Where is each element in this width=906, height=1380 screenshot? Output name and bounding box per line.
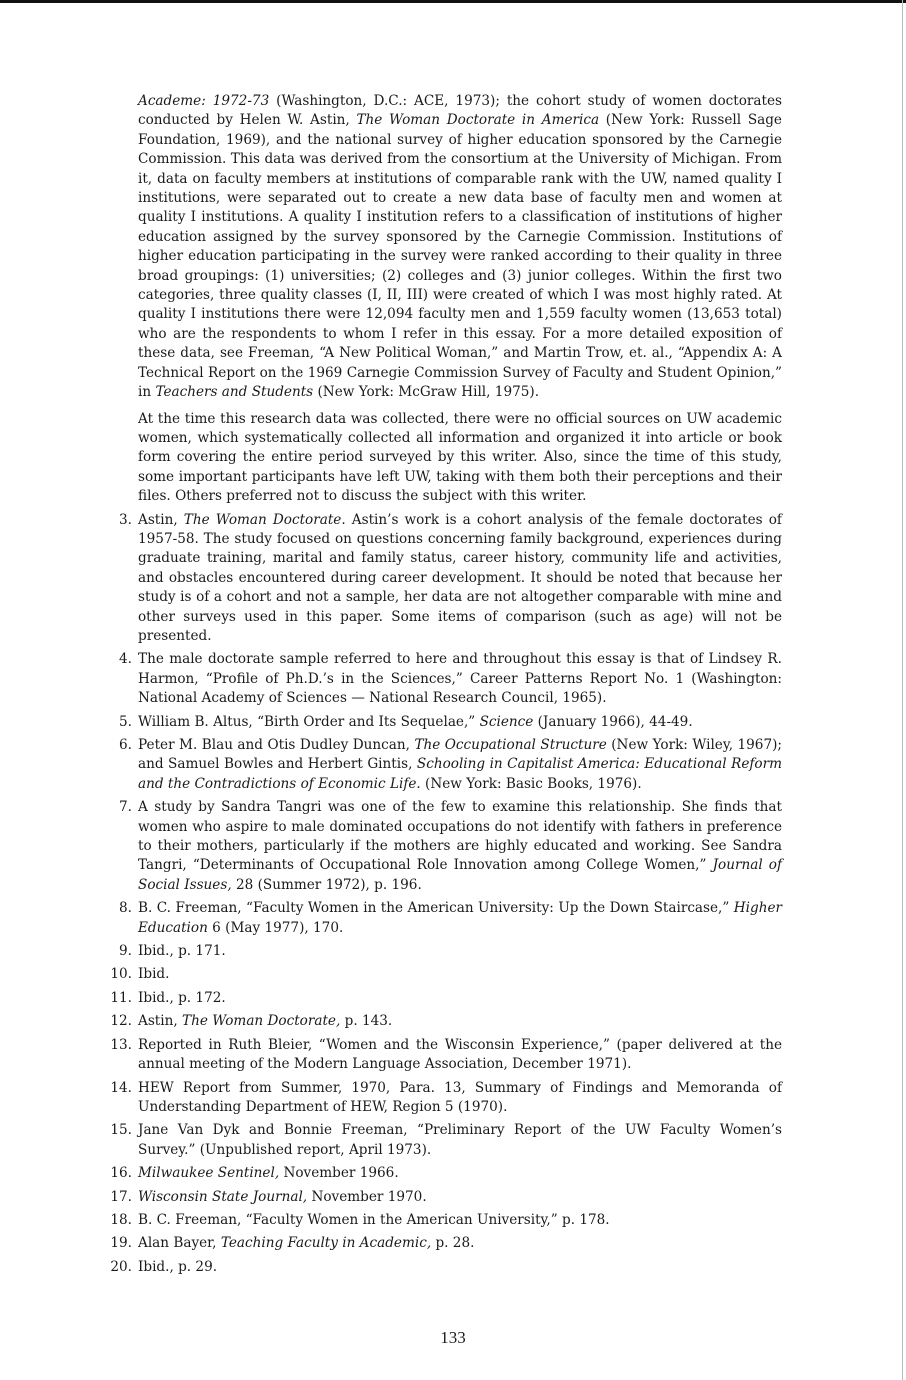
text-run: B. C. Freeman, “Faculty Women in the American University: Up the Down Staircase,”	[138, 900, 734, 917]
footnote	[110, 1188, 782, 1207]
text-run: (January 1966), 44-49.	[533, 713, 693, 730]
footnote-text	[138, 1234, 782, 1253]
footnote	[110, 1079, 782, 1118]
footnote-number: 8.	[119, 900, 132, 917]
footnote-number: 12.	[110, 1013, 132, 1030]
text-run: A study by Sandra Tangri was one of the few to examine this relationship. She finds that women who aspire to male dominated occupations do not identify with fathers in preference to their mothers, particularly if the mothers are highly educated and working. See Sandra Tangri, “Determinants of Occupational Role Innovation among College Women,”	[138, 799, 782, 874]
footnote-number: 15.	[110, 1122, 132, 1139]
italic-title: Milwaukee Sentinel,	[138, 1165, 280, 1182]
footnote-list	[110, 511, 782, 1278]
footnote-text	[138, 1012, 782, 1031]
text-run: p. 143.	[340, 1013, 393, 1030]
text-run: (Washington, D.C.: ACE, 1973); the cohort study of women doctorates conducted by Helen W. Astin,	[138, 93, 782, 129]
footnote-number: 20.	[110, 1258, 132, 1275]
footnote-number: 18.	[110, 1211, 132, 1228]
italic-title: Science	[479, 713, 534, 730]
continued-paragraph-2	[138, 410, 782, 507]
footnote	[110, 736, 782, 794]
footnote	[110, 899, 782, 938]
footnote-text	[138, 899, 782, 938]
footnotes-body	[110, 92, 782, 1277]
footnote	[110, 942, 782, 961]
text-run: Ibid.	[138, 966, 170, 983]
italic-title: The Woman Doctorate.	[183, 511, 346, 528]
footnote	[110, 1234, 782, 1253]
text-run: At the time this research data was collected, there were no official sources on UW academic women, which systematically collected all information and organized it into article or book form covering the entire period surveyed by this writer. Also, since the time of this study, some important participants have left UW, taking with them both their perceptions and their files. Others preferred not to discuss the subject with this writer.	[138, 410, 782, 505]
italic-title: Wisconsin State Journal,	[138, 1188, 308, 1205]
italic-title: The Occupational Structure	[414, 737, 607, 753]
text-run: p. 28.	[431, 1235, 475, 1252]
footnote	[110, 511, 782, 647]
text-run: (New York: Basic Books, 1976).	[420, 775, 642, 792]
text-run: Ibid., p. 172.	[138, 989, 226, 1006]
text-run: Astin’s work is a cohort analysis of the female doctorates of 1957-58. The study focused on questions concerning family background, experiences during graduate training, marital and family status, career history, community life and activities, and obstacles encountered during career development. It should be noted that because her study is of a cohort and not a sample, her data are not altogether comparable with mine and other surveys used in this paper. Some items of comparison (such as age) will not be presented.	[138, 511, 782, 644]
text-run: Astin,	[138, 1013, 183, 1030]
continued-footnote	[110, 92, 782, 507]
footnote-number: 6.	[119, 737, 132, 753]
text-run: 28 (Summer 1972), p. 196.	[231, 876, 422, 893]
footnote	[110, 1211, 782, 1230]
text-run: (New York: Wiley, 1967); and Samuel Bowles and Herbert Gintis,	[138, 737, 782, 773]
footnote-number: 14.	[110, 1079, 132, 1096]
page-number: 133	[440, 1328, 466, 1347]
footnote-text	[138, 1258, 782, 1277]
italic-title: Teachers and Students	[155, 384, 314, 401]
footnote	[110, 1012, 782, 1031]
footnote-text	[138, 1121, 782, 1160]
text-run: (New York: Russell Sage Foundation, 1969), and the national survey of higher education sponsored by the Carnegie Commission. This data was derived from the consortium at the University of Michigan. From it, data on faculty members at institutions of comparable rank with the UW, named quality I institutions, were separated out to create a new data base of faculty men and women at quality I institutions. A quality I institution refers to a classification of institutions of higher education assigned by the survey sponsored by the Carnegie Commission. Institutions of higher education participating in the survey were ranked according to their quality in three broad groupings: (1) universities; (2) colleges and (3) junior colleges. Within the first two categories, three quality classes (I, II, III) were created of which I was most highly rated. At quality I institutions there were 12,094 faculty men and 1,559 faculty women (13,653 total) who are the respondents to whom I refer in this essay. For a more detailed exposition of these data, see Freeman, “A New Political Woman,” and Martin Trow, et. al., “Appendix A: A Technical Report on the 1969 Carnegie Commission Survey of Faculty and Student Opinion,” in	[138, 112, 782, 401]
footnote-text	[138, 798, 782, 895]
footnote-number: 3.	[119, 511, 132, 528]
footnote	[110, 965, 782, 984]
italic-title: Schooling in Capitalist America: Educational Reform and the Contradictions of Economic Life.	[138, 756, 782, 792]
footnote	[110, 1258, 782, 1277]
footnote-text	[138, 1211, 782, 1230]
footnote-number: 4.	[119, 651, 132, 668]
footnote-text	[138, 650, 782, 708]
footnote-number: 13.	[110, 1036, 132, 1053]
footnote-text	[138, 942, 782, 961]
text-run: HEW Report from Summer, 1970, Para. 13, Summary of Findings and Memoranda of Understanding Department of HEW, Region 5 (1970).	[138, 1079, 782, 1115]
footnote	[110, 1121, 782, 1160]
text-run: Peter M. Blau and Otis Dudley Duncan,	[138, 737, 415, 753]
footnote-number: 7.	[119, 799, 132, 816]
footnote-number: 19.	[110, 1235, 132, 1252]
footnote	[110, 989, 782, 1008]
footnote-text	[138, 1164, 782, 1183]
footnote	[110, 1036, 782, 1075]
text-run: Ibid., p. 29.	[138, 1258, 218, 1275]
text-run: B. C. Freeman, “Faculty Women in the American University,” p. 178.	[138, 1211, 610, 1228]
italic-title: The Woman Doctorate in America	[356, 112, 600, 129]
footnote-text	[138, 736, 782, 794]
text-run: Ibid., p. 171.	[138, 943, 226, 960]
footnote-text	[138, 1188, 782, 1207]
text-run: (New York: McGraw Hill, 1975).	[313, 384, 540, 401]
footnote-number: 5.	[119, 713, 132, 730]
continued-paragraph-1	[138, 92, 782, 403]
text-run: November 1966.	[279, 1165, 399, 1182]
right-page-edge	[902, 0, 903, 1380]
footnote-text	[138, 989, 782, 1008]
footnote-number: 10.	[110, 966, 132, 983]
footnote	[110, 798, 782, 895]
text-run: Astin,	[138, 511, 184, 528]
footnote-text	[138, 1079, 782, 1118]
footnote-number: 9.	[119, 943, 132, 960]
footnote	[110, 650, 782, 708]
footnote-number: 16.	[110, 1165, 132, 1182]
text-run: 6 (May 1977), 170.	[207, 919, 344, 936]
footnote-text	[138, 1036, 782, 1075]
footnote-number: 17.	[110, 1188, 132, 1205]
italic-title: Journal of Social Issues,	[138, 857, 782, 893]
footnote-text	[138, 511, 782, 647]
text-run: November 1970.	[307, 1188, 427, 1205]
footnote	[110, 1164, 782, 1183]
footnote-text	[138, 713, 782, 732]
text-run: Reported in Ruth Bleier, “Women and the Wisconsin Experience,” (paper delivered at the annual meeting of the Modern Language Association, December 1971).	[138, 1036, 782, 1073]
text-run: The male doctorate sample referred to here and throughout this essay is that of Lindsey R. Harmon, “Profile of Ph.D.’s in the Sciences,” Career Patterns Report No. 1 (Washington: National Academy of Sciences — National Research Council, 1965).	[138, 651, 782, 707]
footnote-text	[138, 965, 782, 984]
text-run: William B. Altus, “Birth Order and Its Sequelae,”	[138, 713, 480, 730]
italic-title: Higher Education	[138, 900, 782, 936]
italic-title: Academe: 1972-73	[138, 93, 270, 109]
footnote-number: 11.	[110, 989, 132, 1006]
footnote	[110, 713, 782, 732]
italic-title: Teaching Faculty in Academic,	[220, 1235, 432, 1252]
text-run: Jane Van Dyk and Bonnie Freeman, “Preliminary Report of the UW Faculty Women’s Survey.” (Unpublished report, April 1973).	[138, 1122, 782, 1158]
text-run: Alan Bayer,	[138, 1235, 221, 1252]
top-border-rule	[0, 0, 906, 3]
italic-title: The Woman Doctorate,	[182, 1013, 341, 1030]
